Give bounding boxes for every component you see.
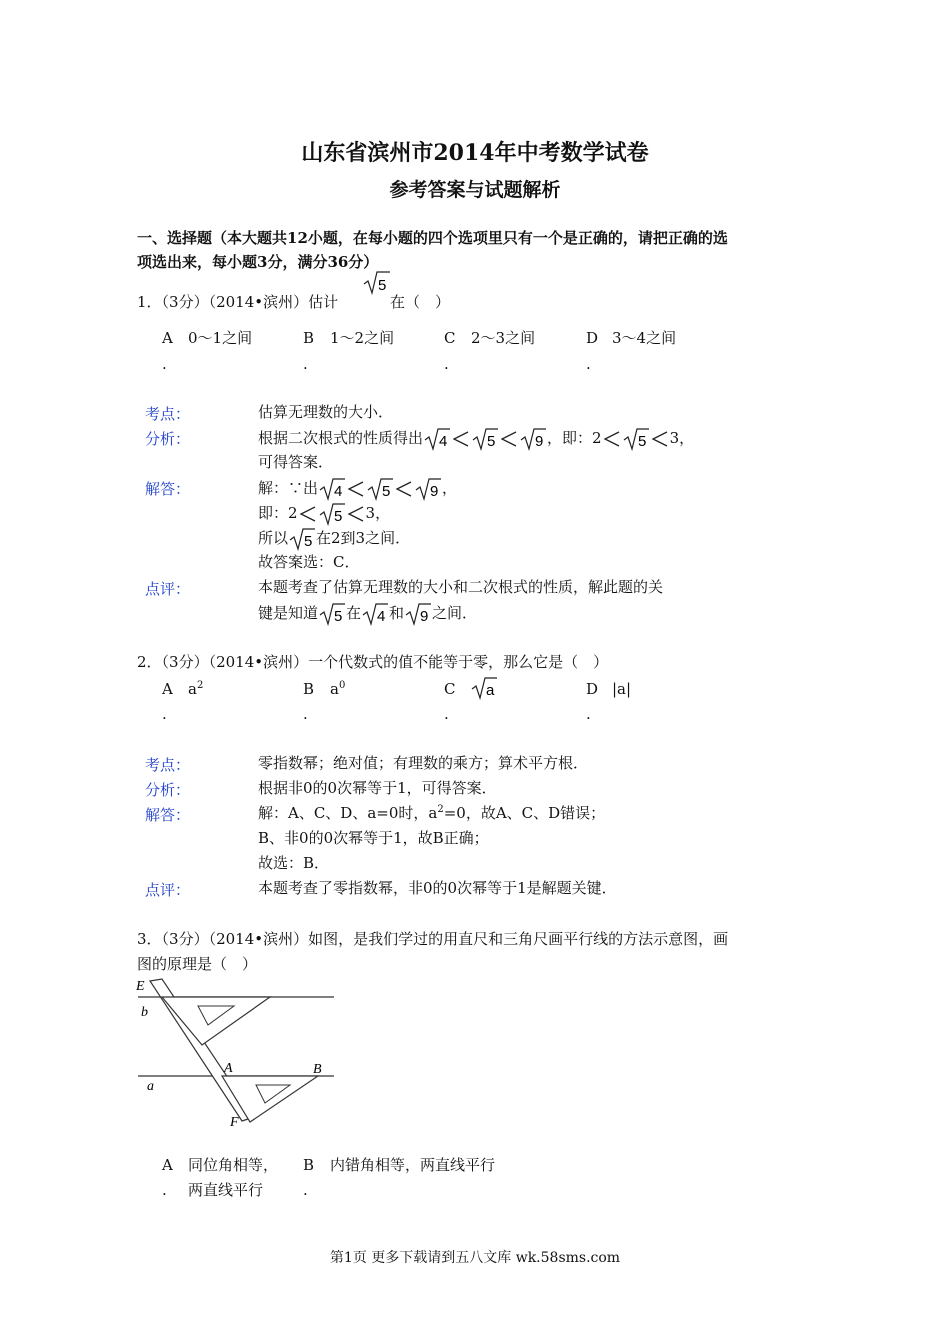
numeral-three: 3 [365,504,376,522]
q1-jieda-text: 解：∵出 [258,479,319,497]
q2-stem: 2．（3分）（2014•滨州）一个代数式的值不能等于零，那么它是（ ） [137,653,609,671]
less-than-sign [451,429,471,449]
q1-option-b-text: 1～2之间 [330,329,395,347]
sqrt-9-radicand: 9 [535,433,544,450]
q3-option-b-text: 内错角相等，两直线平行 [330,1156,496,1174]
page-title: 山东省滨州市2014年中考数学试卷 [301,140,649,166]
sqrt-5 [471,427,499,451]
q2-jieda-b: =0，故A、C、D错误； [443,804,606,822]
q2-jieda-a: 解：A、C、D、a=0时，a [258,804,438,822]
q2-label-fenxi: 分析： [145,781,191,799]
q1-jieda-line3-b: 在2到3之间． [316,529,411,547]
sqrt-5-radicand: 5 [334,608,343,625]
q2-option-b-text [330,679,345,699]
q2-jieda-line3: 故选：B． [258,854,330,872]
q3-option-a-line1: 同位角相等， [188,1156,279,1174]
less-than-sign [499,429,519,449]
option-dot: . [444,705,449,723]
label-b: b [141,1005,148,1020]
q3-figure-ruler-triangle [130,975,340,1135]
option-dot: . [586,705,591,723]
q2-option-a-base: a [188,680,197,698]
q1-option-d-letter[interactable]: D [586,329,599,347]
sqrt-9 [519,427,547,451]
sqrt-5 [318,502,346,526]
q1-dp-b: 在 [346,604,362,622]
option-dot: . [303,1181,308,1199]
q1-fenxi-line2: 可得答案． [258,453,334,471]
q1-label-kaodian: 考点： [145,405,191,423]
q2-option-b-letter[interactable]: B [303,680,315,698]
sqrt-5-radicand: 5 [637,433,646,450]
q1-dp-c: 和 [389,604,405,622]
sqrt-5-radicand: 5 [304,533,313,550]
q1-stem-radicand: 5 [378,277,387,294]
q2-jieda-line1 [258,803,605,823]
less-than-sign [650,429,670,449]
q2-option-a-exp: 2 [196,680,204,691]
q1-label-fenxi: 分析： [145,430,191,448]
option-dot: . [303,705,308,723]
option-dot: . [162,705,167,723]
label-b-upper: B [313,1062,322,1077]
q2-fenxi: 根据非0的0次幂等于1，可得答案． [258,779,497,797]
comma: ， [375,504,391,522]
sqrt-9 [414,477,442,501]
q1-option-d-text: 3～4之间 [612,329,677,347]
q1-jieda-line2 [258,502,390,526]
label-e: E [136,979,145,994]
q2-jieda-line2: B、非0的0次幂等于1，故B正确； [258,829,489,847]
sqrt-4-radicand: 4 [334,483,343,500]
q1-stem-sqrt5 [362,270,392,296]
q3-option-a-line2: 两直线平行 [188,1181,264,1199]
q1-dianping-line1: 本题考查了估算无理数的大小和二次根式的性质，解此题的关 [258,578,664,596]
q3-stem-line2: 图的原理是（ ） [137,955,258,973]
q1-stem [137,292,338,312]
numeral-three: 3 [669,429,680,447]
option-dot: . [444,355,449,373]
page-subtitle: 参考答案与试题解析 [389,179,561,201]
option-dot: . [303,355,308,373]
sqrt-9 [404,602,432,626]
section-heading-line2: 项选出来，每小题3分，满分36分） [137,253,379,271]
q2-label-kaodian: 考点： [145,756,191,774]
q2-option-b-base: a [330,680,339,698]
label-a-upper: A [224,1061,233,1076]
q2-option-d-text: |a| [612,680,632,698]
q2-option-c-letter[interactable]: C [444,680,456,698]
sqrt-4-radicand: 4 [377,608,386,625]
sqrt-5-radicand: 5 [487,433,496,450]
page-footer: 第1页 更多下载请到五八文库 wk.58sms.com [329,1250,621,1266]
q2-option-b-exp: 0 [338,680,346,691]
q2-jieda-exp: 2 [437,804,444,815]
q1-option-a-letter[interactable]: A [162,329,173,347]
sqrt-4 [423,427,451,451]
q1-jieda-line3-a: 所以 [258,529,289,547]
sqrt-4-radicand: 4 [439,433,448,450]
q1-label-dianping: 点评： [145,580,191,598]
q1-option-c-letter[interactable]: C [444,329,456,347]
less-than-sign [346,504,366,524]
less-than-sign [394,479,414,499]
q1-fenxi-text: 根据二次根式的性质得出 [258,429,424,447]
less-than-sign [602,429,622,449]
q2-option-a-letter[interactable]: A [162,680,173,698]
q2-option-a-text [188,679,203,699]
less-than-sign [346,479,366,499]
sqrt-9-radicand: 9 [430,483,439,500]
q1-stem-tail: 在（ ） [390,293,451,311]
q2-kaodian: 零指数幂；绝对值；有理数的乘方；算术平方根． [258,754,589,772]
q1-dp-a: 键是知道 [258,604,319,622]
sqrt-5 [318,602,346,626]
q1-dp-d: 之间． [432,604,478,622]
comma: ， [442,479,458,497]
q2-option-c-sqrt-a [470,676,498,700]
sqrt-5 [366,477,394,501]
sqrt-5-radicand: 5 [333,508,342,525]
section-heading-line1: 一、选择题（本大题共12小题，在每小题的四个选项里只有一个是正确的，请把正确的选 [137,229,728,247]
q1-fenxi-line1 [258,427,694,451]
q2-option-c-radicand: a [486,682,495,699]
option-dot: . [162,355,167,373]
q2-option-d-letter[interactable]: D [586,680,599,698]
sqrt-5 [288,527,316,551]
q1-fenxi-text-b: ，即：2 [547,429,602,447]
q1-label-jieda: 解答： [145,480,191,498]
q1-dianping-line2 [258,602,477,626]
q1-stem-text: 1．（3分）（2014•滨州）估计 [137,293,339,311]
q3-stem-line1: 3．（3分）（2014•滨州）如图，是我们学过的用直尺和三角尺画平行线的方法示意图，画 [137,930,729,948]
q1-jieda-line3 [258,527,410,551]
option-dot: . [586,355,591,373]
q2-dianping: 本题考查了零指数幂，非0的0次幂等于1是解题关键． [258,879,617,897]
q1-option-c-text: 2～3之间 [471,329,536,347]
sqrt-5-radicand: 5 [382,483,391,500]
q1-jieda-line2-text: 即：2 [258,504,298,522]
q2-label-dianping: 点评： [145,881,191,899]
q3-option-a-letter[interactable]: A [162,1156,173,1174]
sqrt-4 [361,602,389,626]
option-dot: . [162,1181,167,1199]
q1-kaodian: 估算无理数的大小． [258,403,394,421]
q1-option-a-text: 0～1之间 [188,329,253,347]
sqrt-4 [318,477,346,501]
q1-jieda-line1 [258,477,457,501]
sqrt-5 [622,427,650,451]
comma: ， [679,429,695,447]
sqrt-9-radicand: 9 [420,608,429,625]
less-than-sign [298,504,318,524]
q3-option-b-letter[interactable]: B [303,1156,315,1174]
label-f: F [230,1115,239,1130]
q2-label-jieda: 解答： [145,806,191,824]
q1-option-b-letter[interactable]: B [303,329,315,347]
label-a-lower: a [147,1079,154,1094]
q1-jieda-line4: 故答案选：C． [258,553,360,571]
